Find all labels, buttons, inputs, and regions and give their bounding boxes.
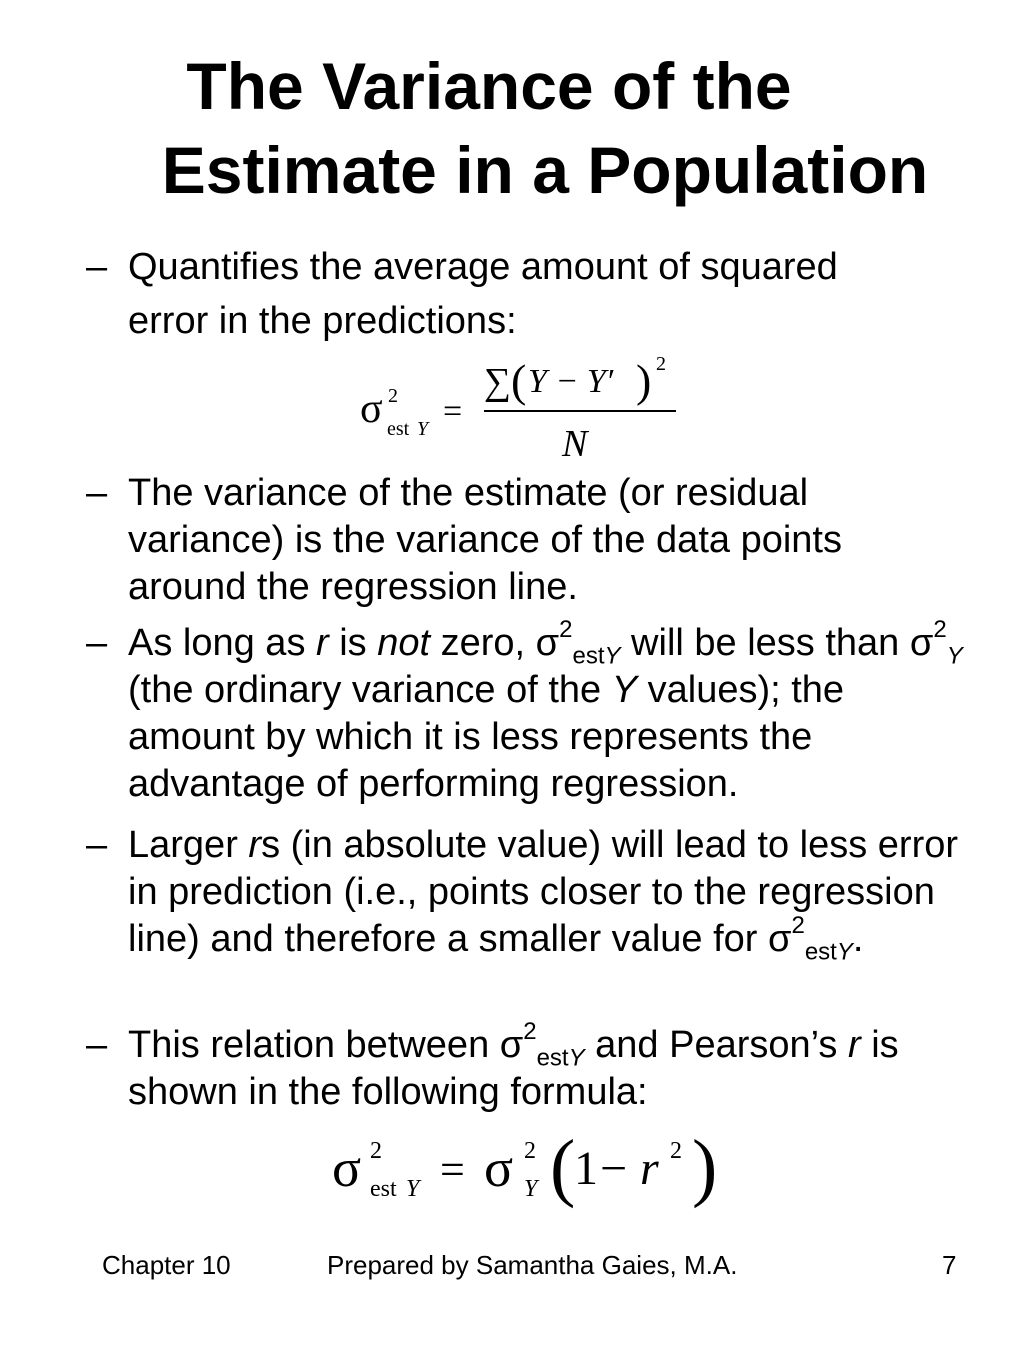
text-run: s (in absolute value) will lead to less error in prediction (i.e., points closer to the regression line) and therefore a smaller value for σ (128, 824, 959, 960)
bullet-line: Quantifies the average amount of squared (128, 246, 838, 288)
bullet-larger-r (86, 822, 966, 966)
subscript-y: Y (604, 642, 621, 670)
bullet-text (128, 616, 966, 808)
bullet-less-than (86, 616, 966, 808)
italic-r: r (248, 824, 262, 866)
bullet-dash: – (86, 472, 108, 514)
italic-r: r (847, 1024, 861, 1066)
variable-r: r (640, 1142, 659, 1195)
formula-superscript: 2 (524, 1138, 536, 1164)
sigma-symbol-y: σ (484, 1138, 514, 1198)
bullet-dash: – (86, 246, 108, 288)
minus-sign: − (600, 1142, 628, 1195)
subscript-y: Y (568, 1044, 585, 1072)
subscript-est-y (805, 939, 853, 966)
footer-chapter: Chapter 10 (102, 1250, 231, 1280)
subscript-est-y (572, 643, 620, 670)
left-paren: ( (550, 1125, 576, 1209)
text-run: As long as (128, 622, 316, 664)
variance-estimate-formula (356, 348, 686, 468)
subscript-est: est (804, 938, 837, 966)
slide-title (0, 44, 1024, 212)
superscript: 2 (559, 616, 573, 644)
superscript: 2 (523, 1018, 537, 1046)
subscript-est: est (536, 1044, 569, 1072)
numerator-expression: Y − Y′ (528, 363, 614, 400)
bullet-text (128, 1018, 966, 1116)
subscript-est-y (537, 1045, 585, 1072)
formula-subscript-y: Y (524, 1176, 538, 1202)
bullet-text: The variance of the estimate (or residual variance) is the variance of the data points around the regression line. (128, 472, 842, 608)
text-run: . (852, 918, 864, 960)
formula-subscript-y: Y (406, 1176, 420, 1202)
text-run: values); the amount by which it is less represents the advantage of performing regression. (128, 669, 845, 805)
subscript-y (947, 643, 963, 670)
bullet-dash: – (86, 824, 108, 866)
left-paren: ( (511, 355, 527, 406)
text-run: and Pearson’s (584, 1024, 848, 1066)
bullet-variance-definition (86, 470, 966, 611)
number-one: 1 (574, 1142, 598, 1195)
subscript-y-italic: Y (946, 642, 963, 670)
slide-number: 7 (942, 1250, 957, 1280)
bullet-text (128, 240, 966, 348)
pearson-relation-formula (330, 1124, 720, 1214)
formula-superscript: 2 (388, 385, 398, 407)
bullet-line: error in the predictions: (128, 300, 517, 342)
bullet-quantifies (86, 240, 966, 348)
text-run: zero, σ (430, 622, 560, 664)
equals-sign: = (443, 393, 463, 430)
equals-sign: = (440, 1145, 465, 1194)
italic-y: Y (611, 669, 638, 711)
bullet-dash: – (86, 622, 108, 664)
footer-author: Prepared by Samantha Gaies, M.A. (327, 1250, 738, 1280)
right-paren: ) (692, 1125, 718, 1209)
text-run: is shown in the following formula: (128, 1024, 899, 1113)
text-run: will be less than σ (620, 622, 934, 664)
title-line-2: Estimate in a Population (161, 133, 929, 207)
bullet-relation (86, 1018, 966, 1116)
text-run: Larger (128, 824, 249, 866)
formula-subscript-est: est (387, 418, 410, 440)
denominator: N (562, 423, 588, 465)
r-superscript: 2 (670, 1138, 682, 1164)
numerator-superscript: 2 (656, 353, 666, 375)
text-run: This relation between σ (128, 1024, 524, 1066)
title-line-1: The Variance of the (186, 49, 792, 123)
superscript: 2 (791, 912, 805, 940)
sum-symbol: ∑ (484, 361, 512, 403)
text-run: (the ordinary variance of the (128, 669, 612, 711)
superscript: 2 (933, 616, 947, 644)
subscript-est: est (572, 642, 605, 670)
formula-subscript-y: Y (417, 418, 429, 440)
bullet-dash: – (86, 1024, 108, 1066)
italic-not: not (377, 622, 431, 664)
bullet-text (128, 822, 966, 966)
sigma-symbol: σ (332, 1138, 362, 1198)
text-run: is (328, 622, 378, 664)
formula-subscript-est: est (370, 1176, 397, 1202)
formula-superscript: 2 (370, 1138, 382, 1164)
italic-r: r (316, 622, 329, 664)
sigma-symbol: σ (360, 386, 383, 432)
right-paren: ) (636, 355, 652, 406)
subscript-y: Y (836, 938, 853, 966)
